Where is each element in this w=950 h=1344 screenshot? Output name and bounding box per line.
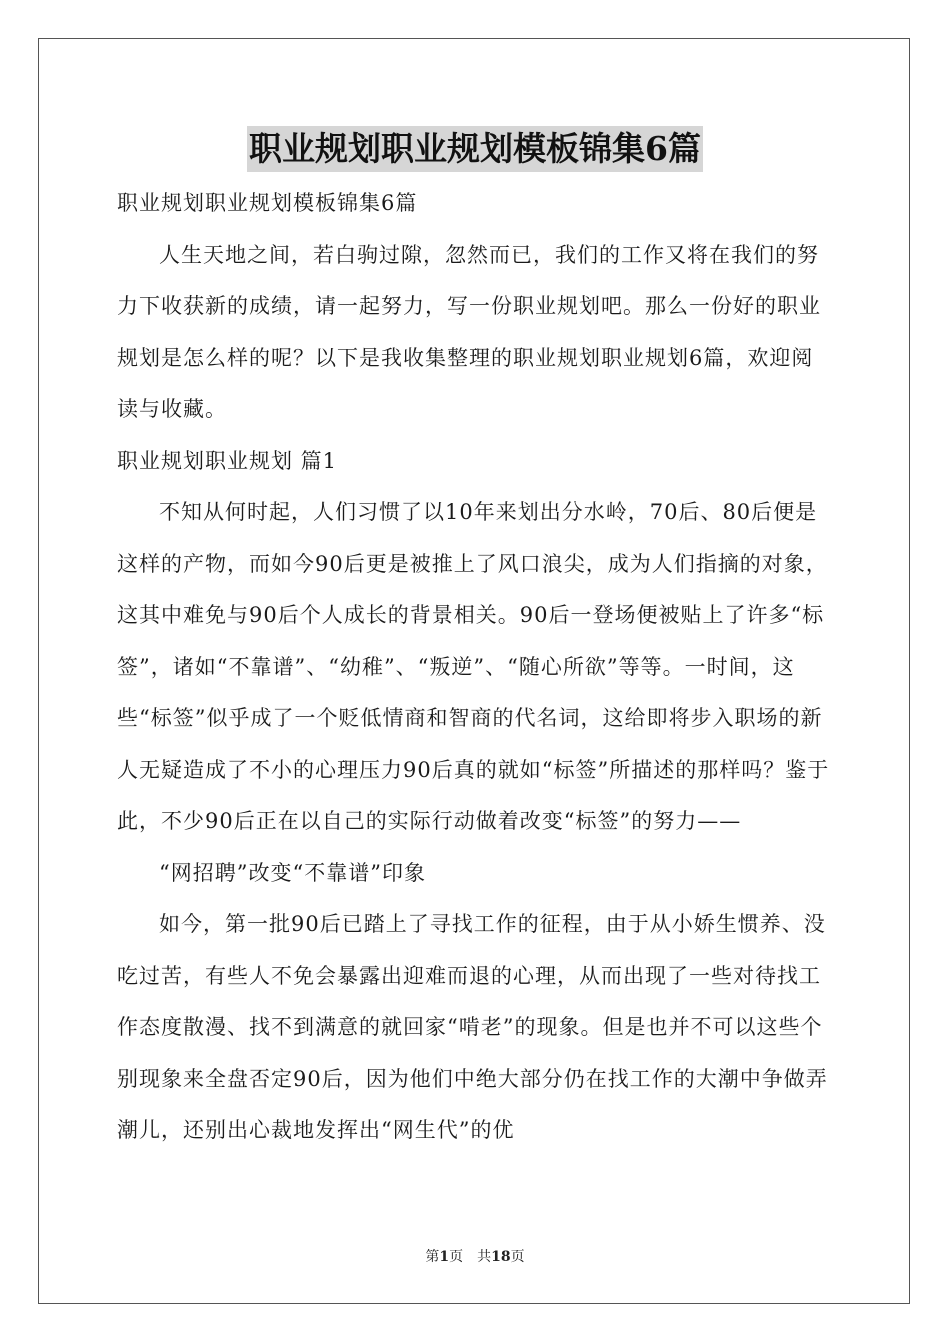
body-paragraph-2: 如今，第一批90后已踏上了寻找工作的征程，由于从小娇生惯养、没吃过苦，有些人不免会暴露出迎难而退的心理，从而出现了一些对待找工作态度散漫、找不到满意的就回家“啃老”的现象。但是也并不可以这些个别现象来全盘否定90后，因为他们中绝大部分仍在找工作的大潮中争做弄潮儿，还别出心裁地发挥出“网生代”的优 [117,912,828,1142]
document-title: 职业规划职业规划模板锦集6篇 [247,126,703,172]
page-footer [0,1246,950,1266]
intro-paragraph: 人生天地之间，若白驹过隙，忽然而已，我们的工作又将在我们的努力下收获新的成绩，请一起努力，写一份职业规划吧。那么一份好的职业规划是怎么样的呢？以下是我收集整理的职业规划职业规划6篇，欢迎阅读与收藏。 [117,242,821,421]
footer-suffix: 页 [510,1249,525,1265]
sub-heading: “网招聘”改变“不靠谱”印象 [159,860,426,885]
footer-prefix: 第 [425,1249,440,1265]
footer-current-page: 1 [439,1249,450,1265]
body-paragraph-1: 不知从何时起，人们习惯了以10年来划出分水岭，70后、80后便是这样的产物，而如今90后更是被推上了风口浪尖，成为人们指摘的对象，这其中难免与90后个人成长的背景相关。90后一登场便被贴上了许多“标签”，诸如“不靠谱”、“幼稚”、“叛逆”、“随心所欲”等等。一时间，这些“标签”似乎成了一个贬低情商和智商的代名词，这给即将步入职场的新人无疑造成了不小的心理压力90后真的就如“标签”所描述的那样吗？鉴于此，不少90后正在以自己的实际行动做着改变“标签”的努力—— [117,500,830,833]
document-body [117,178,833,1157]
footer-total-pages: 18 [491,1249,511,1265]
subtitle-line: 职业规划职业规划模板锦集6篇 [117,191,418,215]
footer-mid: 页 共 [449,1249,492,1265]
section-heading: 职业规划职业规划 篇1 [117,448,338,473]
title-container [0,126,950,172]
